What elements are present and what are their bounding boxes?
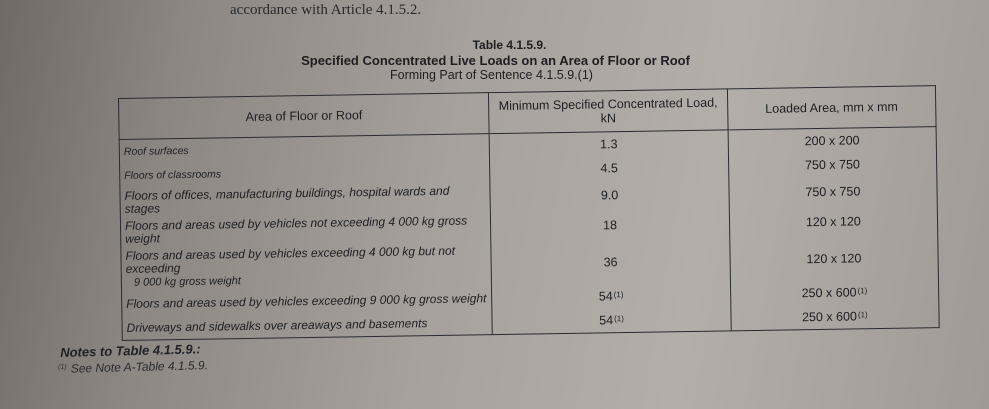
row-area: Floors of offices, manufacturing buildings, hospital wards and stages (120, 182, 491, 218)
table-title: Specified Concentrated Live Loads on an Area of Floor or Roof (301, 53, 690, 68)
table-subtitle: Forming Part of Sentence 4.1.5.9.(1) (390, 68, 593, 82)
header-area: Area of Floor or Roof (119, 93, 490, 140)
row-area: Driveways and sidewalks over areaways and basements (122, 310, 493, 340)
note-mark: (1) (58, 363, 67, 371)
row-area-line-1: Floors and areas used by vehicles exceeding 4 000 kg but not exceeding (125, 243, 456, 276)
row-loaded-area: 750 x 750 (729, 175, 938, 208)
row-load: 18 (491, 208, 730, 242)
note-item (58, 358, 208, 376)
intro-text: accordance with Article 4.1.5.2. (230, 2, 422, 18)
row-loaded-area: 750 x 750 (728, 151, 937, 178)
row-load: 1.3 (489, 130, 728, 158)
note-text: See Note A-Table 4.1.5.9. (70, 358, 209, 376)
header-loaded-area: Loaded Area, mm x mm (727, 86, 936, 130)
row-area: Floors of classrooms (120, 158, 491, 188)
row-loaded-area: 120 x 120 (729, 205, 938, 238)
loaded-area-value: 250 x 600 (801, 285, 857, 301)
row-area: Floors and areas used by vehicles exceeding 9 000 kg gross weight (122, 286, 493, 316)
row-area: Floors and areas used by vehicles not exceeding 4 000 kg gross weight (120, 212, 491, 248)
row-load (492, 306, 731, 334)
header-load: Minimum Specified Concentrated Load, kN (489, 89, 728, 134)
row-load: 9.0 (490, 178, 729, 212)
row-area-line-2: 9 000 kg gross weight (133, 275, 242, 289)
load-value: 54 (599, 313, 614, 328)
row-area: Roof surfaces (119, 134, 490, 164)
row-load: 36 (491, 238, 730, 286)
row-loaded-area: 120 x 120 (729, 235, 938, 282)
table-number: Table 4.1.5.9. (472, 38, 547, 52)
loads-table (118, 85, 940, 341)
row-loaded-area: 200 x 200 (728, 127, 937, 155)
row-area (121, 242, 492, 292)
note-reference: (1) (857, 310, 868, 320)
load-value: 54 (598, 289, 613, 304)
note-reference: (1) (614, 314, 624, 324)
loaded-area-value: 250 x 600 (801, 309, 858, 325)
table-caption (0, 38, 989, 83)
note-reference: (1) (613, 290, 624, 300)
row-loaded-area (730, 279, 939, 306)
row-loaded-area (731, 303, 940, 331)
row-load: 4.5 (490, 154, 729, 182)
note-reference: (1) (857, 286, 868, 296)
notes-title: Notes to Table 4.1.5.9.: (60, 341, 201, 360)
